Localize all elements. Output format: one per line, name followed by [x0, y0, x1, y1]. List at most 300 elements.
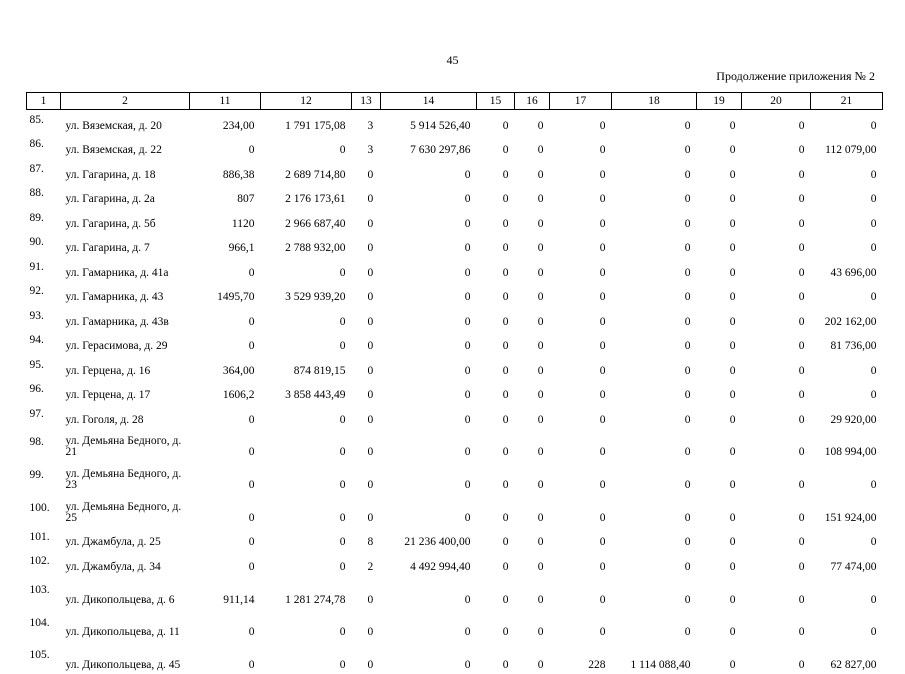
- address-cell: ул. Джамбула, д. 34: [61, 551, 190, 576]
- table-row: [27, 461, 883, 494]
- table-cell: 0: [515, 233, 550, 258]
- table-cell: 0: [811, 380, 883, 405]
- row-number-cell: 105.: [27, 641, 61, 674]
- table-cell: 0: [261, 461, 352, 494]
- table-cell: 0: [381, 641, 477, 674]
- table-cell: 0: [697, 355, 742, 380]
- table-cell: 0: [550, 159, 612, 184]
- table-cell: 0: [811, 208, 883, 233]
- table-cell: 0: [697, 110, 742, 135]
- table-cell: 0: [550, 110, 612, 135]
- table-cell: 0: [352, 494, 381, 527]
- table-cell: 0: [612, 110, 697, 135]
- table-cell: 0: [697, 257, 742, 282]
- table-cell: 0: [190, 135, 261, 160]
- address-cell: ул. Герцена, д. 16: [61, 355, 190, 380]
- table-cell: 0: [612, 551, 697, 576]
- table-cell: 5 914 526,40: [381, 110, 477, 135]
- table-cell: 0: [261, 609, 352, 642]
- table-cell: 0: [550, 380, 612, 405]
- table-cell: 29 920,00: [811, 404, 883, 429]
- table-cell: 0: [811, 233, 883, 258]
- address-cell: ул. Гагарина, д. 5б: [61, 208, 190, 233]
- table-cell: 0: [612, 282, 697, 307]
- table-cell: 0: [550, 331, 612, 356]
- table-cell: 0: [381, 257, 477, 282]
- table-cell: 0: [742, 404, 811, 429]
- table-cell: 0: [811, 159, 883, 184]
- table-cell: 0: [742, 429, 811, 462]
- table-cell: 0: [515, 404, 550, 429]
- table-cell: 0: [612, 208, 697, 233]
- table-cell: 0: [190, 527, 261, 552]
- table-cell: 7 630 297,86: [381, 135, 477, 160]
- address-cell: ул. Герасимова, д. 29: [61, 331, 190, 356]
- table-cell: 0: [515, 208, 550, 233]
- table-cell: 2: [352, 551, 381, 576]
- table-cell: 151 924,00: [811, 494, 883, 527]
- table-cell: 0: [811, 184, 883, 209]
- table-cell: 0: [742, 208, 811, 233]
- column-header: 13: [352, 93, 381, 110]
- table-cell: 0: [742, 331, 811, 356]
- table-cell: 0: [612, 257, 697, 282]
- table-cell: 0: [477, 461, 515, 494]
- table-cell: 0: [352, 257, 381, 282]
- table-cell: 0: [811, 282, 883, 307]
- table-row: [27, 331, 883, 356]
- table-cell: 0: [697, 494, 742, 527]
- table-row: [27, 355, 883, 380]
- table-cell: 3 858 443,49: [261, 380, 352, 405]
- table-cell: 0: [550, 233, 612, 258]
- table-cell: 0: [381, 380, 477, 405]
- table-body: [27, 110, 883, 674]
- table-cell: 0: [477, 494, 515, 527]
- row-number-cell: 104.: [27, 609, 61, 642]
- row-number-cell: 102.: [27, 551, 61, 576]
- address-cell: ул. Вяземская, д. 20: [61, 110, 190, 135]
- address-cell: ул. Гамарника, д. 43в: [61, 306, 190, 331]
- table-cell: 0: [477, 331, 515, 356]
- table-cell: 0: [190, 494, 261, 527]
- table-row: [27, 609, 883, 642]
- table-cell: 0: [261, 641, 352, 674]
- table-cell: 0: [261, 306, 352, 331]
- table-cell: 0: [550, 282, 612, 307]
- table-cell: 0: [697, 184, 742, 209]
- table-cell: 0: [550, 494, 612, 527]
- row-number-cell: 103.: [27, 576, 61, 609]
- table-cell: 0: [515, 159, 550, 184]
- appendix-continuation-caption: Продолжение приложения № 2: [716, 69, 875, 84]
- table-row: [27, 404, 883, 429]
- table-cell: 2 966 687,40: [261, 208, 352, 233]
- table-cell: 0: [352, 159, 381, 184]
- row-number-cell: 88.: [27, 184, 61, 209]
- table-cell: 0: [477, 527, 515, 552]
- table-cell: 0: [477, 404, 515, 429]
- row-number-cell: 89.: [27, 208, 61, 233]
- column-header: 18: [612, 93, 697, 110]
- table-cell: 108 994,00: [811, 429, 883, 462]
- table-cell: 0: [190, 257, 261, 282]
- page-number: 45: [0, 53, 905, 68]
- table-cell: 0: [190, 609, 261, 642]
- row-number-cell: 98.: [27, 429, 61, 462]
- table-cell: 0: [381, 429, 477, 462]
- table-cell: 0: [515, 641, 550, 674]
- table-cell: 1 114 088,40: [612, 641, 697, 674]
- table-cell: 0: [352, 641, 381, 674]
- table-cell: 0: [550, 576, 612, 609]
- table-cell: 0: [381, 461, 477, 494]
- table-cell: 0: [515, 355, 550, 380]
- table-cell: 0: [697, 306, 742, 331]
- address-cell: ул. Гагарина, д. 2а: [61, 184, 190, 209]
- table-cell: 0: [697, 576, 742, 609]
- table-cell: 0: [612, 355, 697, 380]
- table-cell: 0: [612, 429, 697, 462]
- table-cell: 0: [381, 404, 477, 429]
- table-row: [27, 429, 883, 462]
- table-cell: 21 236 400,00: [381, 527, 477, 552]
- row-number-cell: 101.: [27, 527, 61, 552]
- table-cell: 0: [515, 494, 550, 527]
- column-header: 1: [27, 93, 61, 110]
- table-cell: 0: [190, 641, 261, 674]
- table-cell: 0: [742, 641, 811, 674]
- table-cell: 0: [477, 355, 515, 380]
- table-cell: 0: [742, 551, 811, 576]
- table-cell: 0: [352, 208, 381, 233]
- table-cell: 0: [612, 527, 697, 552]
- address-cell: ул. Вяземская, д. 22: [61, 135, 190, 160]
- table-row: [27, 551, 883, 576]
- table-cell: 1495,70: [190, 282, 261, 307]
- table-cell: 0: [612, 159, 697, 184]
- table-cell: 0: [811, 110, 883, 135]
- address-cell: ул. Демьяна Бедного, д. 21: [61, 429, 190, 462]
- table-cell: 0: [612, 576, 697, 609]
- table-cell: 0: [742, 159, 811, 184]
- table-cell: 0: [742, 461, 811, 494]
- table-cell: 0: [612, 494, 697, 527]
- table-cell: 202 162,00: [811, 306, 883, 331]
- table-cell: 0: [477, 233, 515, 258]
- table-cell: 2 689 714,80: [261, 159, 352, 184]
- table-cell: 0: [811, 461, 883, 494]
- table-cell: 0: [612, 306, 697, 331]
- table-cell: 0: [381, 208, 477, 233]
- table-cell: 0: [550, 461, 612, 494]
- column-header: 16: [515, 93, 550, 110]
- table-cell: 0: [352, 233, 381, 258]
- data-table: [26, 92, 883, 674]
- address-cell: ул. Гагарина, д. 18: [61, 159, 190, 184]
- table-cell: 0: [697, 380, 742, 405]
- table-row: [27, 233, 883, 258]
- table-cell: 0: [381, 331, 477, 356]
- table-cell: 0: [742, 576, 811, 609]
- table-row: [27, 184, 883, 209]
- column-header: 12: [261, 93, 352, 110]
- table-cell: 0: [612, 233, 697, 258]
- table-cell: 0: [477, 184, 515, 209]
- table-cell: 0: [742, 257, 811, 282]
- table-row: [27, 208, 883, 233]
- table-cell: 0: [612, 380, 697, 405]
- table-cell: 0: [515, 282, 550, 307]
- table-cell: 0: [352, 184, 381, 209]
- table-cell: 0: [381, 576, 477, 609]
- table-cell: 0: [612, 184, 697, 209]
- table-cell: 0: [811, 609, 883, 642]
- table-row: [27, 135, 883, 160]
- table-cell: 0: [477, 306, 515, 331]
- table-cell: 0: [550, 404, 612, 429]
- table-cell: 0: [612, 609, 697, 642]
- table-cell: 0: [697, 404, 742, 429]
- table-cell: 0: [190, 429, 261, 462]
- table-cell: 0: [515, 135, 550, 160]
- table-cell: 0: [515, 551, 550, 576]
- table-cell: 0: [742, 306, 811, 331]
- table-cell: 0: [550, 355, 612, 380]
- table-cell: 0: [477, 257, 515, 282]
- table-cell: 0: [381, 233, 477, 258]
- column-header: 2: [61, 93, 190, 110]
- table-cell: 0: [381, 306, 477, 331]
- table-cell: 3: [352, 135, 381, 160]
- table-cell: 0: [381, 355, 477, 380]
- table-cell: 0: [515, 110, 550, 135]
- table-cell: 0: [261, 257, 352, 282]
- table-row: [27, 641, 883, 674]
- table-cell: 0: [477, 159, 515, 184]
- table-cell: 0: [261, 527, 352, 552]
- table-cell: 0: [612, 404, 697, 429]
- table-cell: 0: [477, 551, 515, 576]
- table-cell: 0: [612, 331, 697, 356]
- address-cell: ул. Демьяна Бедного, д. 23: [61, 461, 190, 494]
- table-cell: 0: [515, 184, 550, 209]
- table-cell: 0: [477, 110, 515, 135]
- table-cell: 0: [697, 609, 742, 642]
- table-cell: 2 788 932,00: [261, 233, 352, 258]
- table-cell: 0: [477, 641, 515, 674]
- table-cell: 0: [515, 429, 550, 462]
- table-cell: 0: [742, 494, 811, 527]
- table-cell: 0: [261, 551, 352, 576]
- table-cell: 0: [261, 331, 352, 356]
- table-cell: 0: [550, 609, 612, 642]
- table-cell: 0: [477, 576, 515, 609]
- table-cell: 77 474,00: [811, 551, 883, 576]
- address-cell: ул. Дикопольцева, д. 45: [61, 641, 190, 674]
- table-cell: 234,00: [190, 110, 261, 135]
- table-cell: 0: [261, 404, 352, 429]
- table-cell: 0: [550, 135, 612, 160]
- table-cell: 0: [742, 380, 811, 405]
- table-cell: 0: [381, 609, 477, 642]
- table-row: [27, 306, 883, 331]
- table-cell: 0: [612, 135, 697, 160]
- table-cell: 0: [381, 494, 477, 527]
- row-number-cell: 97.: [27, 404, 61, 429]
- table-cell: 0: [190, 551, 261, 576]
- column-header: 15: [477, 93, 515, 110]
- table-cell: 0: [190, 306, 261, 331]
- table-cell: 0: [352, 576, 381, 609]
- table-cell: 0: [550, 208, 612, 233]
- table-cell: 0: [550, 306, 612, 331]
- table-row: [27, 576, 883, 609]
- table-cell: 0: [742, 110, 811, 135]
- table-cell: 0: [550, 429, 612, 462]
- row-number-cell: 92.: [27, 282, 61, 307]
- table-cell: 0: [515, 527, 550, 552]
- table-cell: 0: [742, 233, 811, 258]
- table-row: [27, 380, 883, 405]
- table-cell: 0: [811, 355, 883, 380]
- table-cell: 0: [352, 282, 381, 307]
- address-cell: ул. Герцена, д. 17: [61, 380, 190, 405]
- table-cell: 0: [190, 331, 261, 356]
- table-cell: 4 492 994,40: [381, 551, 477, 576]
- table-cell: 0: [550, 527, 612, 552]
- table-cell: 0: [477, 429, 515, 462]
- table-cell: 0: [190, 404, 261, 429]
- column-header: 14: [381, 93, 477, 110]
- table-cell: 0: [550, 257, 612, 282]
- table-cell: 0: [742, 282, 811, 307]
- address-cell: ул. Джамбула, д. 25: [61, 527, 190, 552]
- table-cell: 0: [477, 282, 515, 307]
- table-cell: 0: [261, 429, 352, 462]
- table-cell: 0: [742, 609, 811, 642]
- row-number-cell: 85.: [27, 110, 61, 135]
- table-cell: 0: [190, 461, 261, 494]
- table-cell: 0: [515, 331, 550, 356]
- row-number-cell: 95.: [27, 355, 61, 380]
- table-cell: 0: [697, 208, 742, 233]
- table-cell: 807: [190, 184, 261, 209]
- column-header: 11: [190, 93, 261, 110]
- table-cell: 81 736,00: [811, 331, 883, 356]
- column-header: 17: [550, 93, 612, 110]
- row-number-cell: 87.: [27, 159, 61, 184]
- table-cell: 0: [742, 135, 811, 160]
- table-cell: 0: [381, 282, 477, 307]
- table-cell: 0: [697, 551, 742, 576]
- table-cell: 0: [697, 135, 742, 160]
- table-cell: 966,1: [190, 233, 261, 258]
- table-cell: 0: [697, 233, 742, 258]
- table-cell: 0: [515, 576, 550, 609]
- table-cell: 43 696,00: [811, 257, 883, 282]
- table-cell: 0: [381, 184, 477, 209]
- row-number-cell: 86.: [27, 135, 61, 160]
- table-cell: 0: [612, 461, 697, 494]
- table-cell: 0: [697, 527, 742, 552]
- address-cell: ул. Гагарина, д. 7: [61, 233, 190, 258]
- table-cell: 1606,2: [190, 380, 261, 405]
- table-row: [27, 159, 883, 184]
- address-cell: ул. Гамарника, д. 43: [61, 282, 190, 307]
- table-cell: 0: [742, 527, 811, 552]
- table-cell: 3 529 939,20: [261, 282, 352, 307]
- table-cell: 0: [477, 380, 515, 405]
- table-cell: 0: [352, 404, 381, 429]
- table-row: [27, 282, 883, 307]
- row-number-cell: 99.: [27, 461, 61, 494]
- table-cell: 0: [550, 551, 612, 576]
- table-cell: 0: [515, 461, 550, 494]
- table-row: [27, 110, 883, 135]
- table-cell: 0: [352, 355, 381, 380]
- table-cell: 0: [742, 184, 811, 209]
- column-header: 21: [811, 93, 883, 110]
- table-cell: 1 791 175,08: [261, 110, 352, 135]
- table-cell: 0: [261, 494, 352, 527]
- table-cell: 3: [352, 110, 381, 135]
- table-cell: 0: [697, 641, 742, 674]
- table-cell: 0: [515, 306, 550, 331]
- table-cell: 0: [352, 380, 381, 405]
- table-cell: 0: [811, 576, 883, 609]
- address-cell: ул. Дикопольцева, д. 11: [61, 609, 190, 642]
- table-cell: 0: [477, 208, 515, 233]
- table-cell: 0: [697, 282, 742, 307]
- table-cell: 0: [477, 135, 515, 160]
- table-cell: 2 176 173,61: [261, 184, 352, 209]
- table-row: [27, 494, 883, 527]
- table-cell: 0: [261, 135, 352, 160]
- address-cell: ул. Демьяна Бедного, д. 25: [61, 494, 190, 527]
- table-cell: 0: [352, 461, 381, 494]
- table-cell: 0: [352, 609, 381, 642]
- table-cell: 0: [477, 609, 515, 642]
- table-row: [27, 257, 883, 282]
- table-cell: 364,00: [190, 355, 261, 380]
- table-cell: 112 079,00: [811, 135, 883, 160]
- table-cell: 0: [742, 355, 811, 380]
- address-cell: ул. Гамарника, д. 41а: [61, 257, 190, 282]
- table-cell: 874 819,15: [261, 355, 352, 380]
- table-cell: 0: [352, 429, 381, 462]
- row-number-cell: 93.: [27, 306, 61, 331]
- table-cell: 8: [352, 527, 381, 552]
- table-cell: 1 281 274,78: [261, 576, 352, 609]
- table-cell: 0: [697, 461, 742, 494]
- row-number-cell: 100.: [27, 494, 61, 527]
- table-cell: 0: [697, 159, 742, 184]
- table-cell: 0: [381, 159, 477, 184]
- table-cell: 0: [515, 257, 550, 282]
- row-number-cell: 96.: [27, 380, 61, 405]
- header-row: [27, 93, 883, 110]
- table-cell: 0: [550, 184, 612, 209]
- address-cell: ул. Гоголя, д. 28: [61, 404, 190, 429]
- column-header: 20: [742, 93, 811, 110]
- table-cell: 62 827,00: [811, 641, 883, 674]
- table-cell: 0: [352, 306, 381, 331]
- row-number-cell: 91.: [27, 257, 61, 282]
- address-cell: ул. Дикопольцева, д. 6: [61, 576, 190, 609]
- table-cell: 0: [515, 609, 550, 642]
- table-cell: 0: [811, 527, 883, 552]
